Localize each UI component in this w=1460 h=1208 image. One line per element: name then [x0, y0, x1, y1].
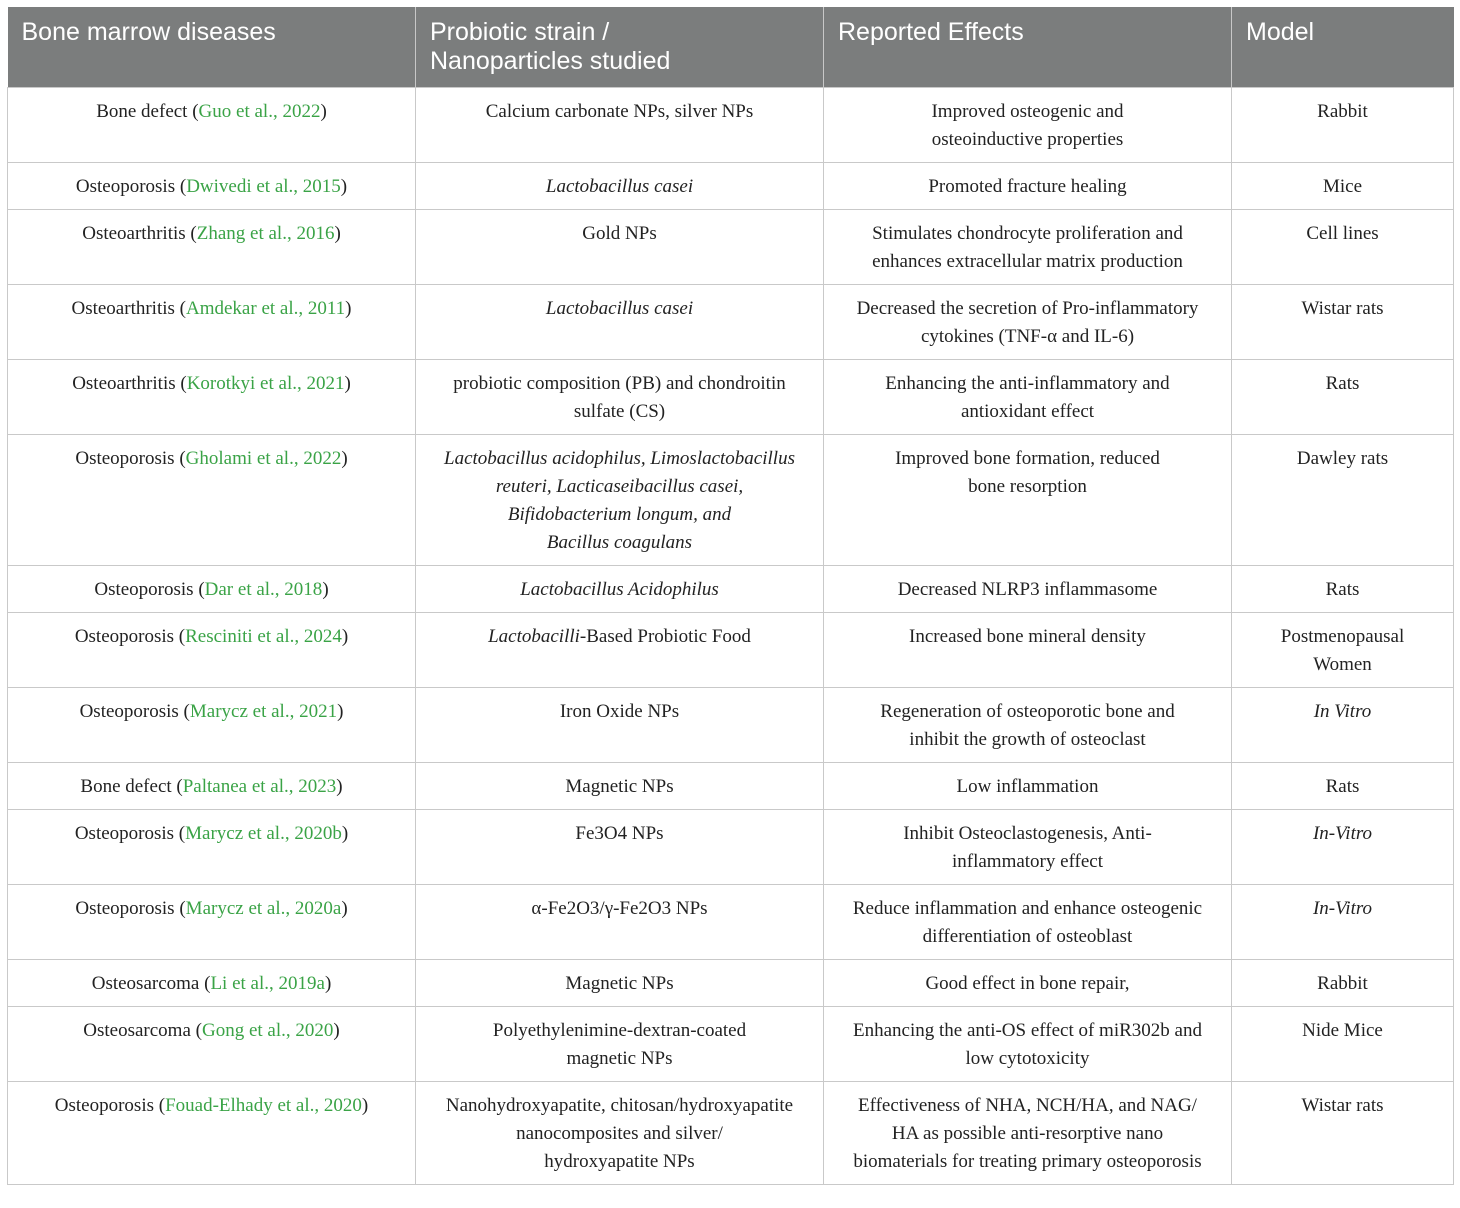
header-bone-marrow-diseases: Bone marrow diseases — [8, 7, 416, 88]
table-row — [8, 435, 1454, 566]
cell-disease: Osteosarcoma (Gong et al., 2020) — [8, 1007, 416, 1082]
header-probiotic-line1: Probiotic strain / — [430, 18, 610, 46]
cell-effect: Increased bone mineral density — [824, 613, 1232, 688]
cell-model: Rats — [1232, 566, 1454, 613]
cell-effect: Reduce inflammation and enhance osteogenic differentiation of osteoblast — [824, 885, 1232, 960]
cell-model: Mice — [1232, 163, 1454, 210]
table-row — [8, 566, 1454, 613]
reference-link[interactable]: Amdekar et al., 2011 — [186, 298, 346, 319]
bone-marrow-table — [7, 7, 1454, 1185]
cell-model: Wistar rats — [1232, 1082, 1454, 1185]
reference-link[interactable]: Resciniti et al., 2024 — [185, 626, 342, 647]
cell-disease: Bone defect (Guo et al., 2022) — [8, 88, 416, 163]
cell-disease: Bone defect (Paltanea et al., 2023) — [8, 763, 416, 810]
cell-effect: Stimulates chondrocyte proliferation and enhances extracellular matrix production — [824, 210, 1232, 285]
header-model: Model — [1232, 7, 1454, 88]
table-row — [8, 1082, 1454, 1185]
reference-link[interactable]: Fouad-Elhady et al., 2020 — [165, 1095, 362, 1116]
cell-model: Nide Mice — [1232, 1007, 1454, 1082]
reference-link[interactable]: Marycz et al., 2020a — [185, 898, 342, 919]
cell-effect: Enhancing the anti-inflammatory and antioxidant effect — [824, 360, 1232, 435]
cell-strain: probiotic composition (PB) and chondroitin sulfate (CS) — [416, 360, 824, 435]
cell-model: Dawley rats — [1232, 435, 1454, 566]
cell-effect: Improved osteogenic and osteoinductive properties — [824, 88, 1232, 163]
cell-effect: Decreased NLRP3 inflammasome — [824, 566, 1232, 613]
cell-strain: Magnetic NPs — [416, 763, 824, 810]
cell-strain: α-Fe2O3/γ-Fe2O3 NPs — [416, 885, 824, 960]
cell-strain: Lactobacilli-Based Probiotic Food — [416, 613, 824, 688]
cell-model: Rabbit — [1232, 88, 1454, 163]
table-row — [8, 88, 1454, 163]
cell-model: In-Vitro — [1232, 885, 1454, 960]
cell-disease: Osteosarcoma (Li et al., 2019a) — [8, 960, 416, 1007]
header-reported-effects: Reported Effects — [824, 7, 1232, 88]
cell-model: Rats — [1232, 360, 1454, 435]
table-row — [8, 285, 1454, 360]
cell-model: Cell lines — [1232, 210, 1454, 285]
cell-strain: Fe3O4 NPs — [416, 810, 824, 885]
cell-strain: Lactobacillus casei — [416, 163, 824, 210]
cell-disease: Osteoporosis (Marycz et al., 2020b) — [8, 810, 416, 885]
reference-link[interactable]: Zhang et al., 2016 — [196, 223, 335, 244]
cell-model: In Vitro — [1232, 688, 1454, 763]
cell-effect: Promoted fracture healing — [824, 163, 1232, 210]
cell-effect: Good effect in bone repair, — [824, 960, 1232, 1007]
cell-disease: Osteoarthritis (Amdekar et al., 2011) — [8, 285, 416, 360]
table-row — [8, 810, 1454, 885]
cell-effect: Low inflammation — [824, 763, 1232, 810]
cell-effect: Enhancing the anti-OS effect of miR302b and low cytotoxicity — [824, 1007, 1232, 1082]
cell-effect: Effectiveness of NHA, NCH/HA, and NAG/ HA as possible anti-resorptive nano biomaterials for treating primary osteoporosis — [824, 1082, 1232, 1185]
cell-strain: Gold NPs — [416, 210, 824, 285]
cell-disease: Osteoporosis (Gholami et al., 2022) — [8, 435, 416, 566]
reference-link[interactable]: Gong et al., 2020 — [201, 1020, 334, 1041]
cell-effect: Inhibit Osteoclastogenesis, Anti- inflammatory effect — [824, 810, 1232, 885]
cell-disease: Osteoporosis (Marycz et al., 2020a) — [8, 885, 416, 960]
cell-disease: Osteoporosis (Resciniti et al., 2024) — [8, 613, 416, 688]
table-row — [8, 688, 1454, 763]
table-row — [8, 763, 1454, 810]
cell-model: Rabbit — [1232, 960, 1454, 1007]
reference-link[interactable]: Gholami et al., 2022 — [185, 448, 342, 469]
reference-link[interactable]: Marycz et al., 2021 — [189, 701, 338, 722]
cell-disease: Osteoporosis (Marycz et al., 2021) — [8, 688, 416, 763]
cell-disease: Osteoarthritis (Korotkyi et al., 2021) — [8, 360, 416, 435]
reference-link[interactable]: Dar et al., 2018 — [204, 579, 323, 600]
table-row — [8, 210, 1454, 285]
cell-disease: Osteoporosis (Dwivedi et al., 2015) — [8, 163, 416, 210]
cell-strain: Calcium carbonate NPs, silver NPs — [416, 88, 824, 163]
cell-strain: Lactobacillus casei — [416, 285, 824, 360]
table-row — [8, 360, 1454, 435]
header-probiotic-strain — [416, 7, 824, 88]
cell-effect: Improved bone formation, reduced bone resorption — [824, 435, 1232, 566]
reference-link[interactable]: Dwivedi et al., 2015 — [186, 176, 341, 197]
cell-disease: Osteoporosis (Dar et al., 2018) — [8, 566, 416, 613]
reference-link[interactable]: Li et al., 2019a — [210, 973, 325, 994]
reference-link[interactable]: Korotkyi et al., 2021 — [186, 373, 345, 394]
table-row — [8, 1007, 1454, 1082]
table-row — [8, 960, 1454, 1007]
table-row — [8, 613, 1454, 688]
data-table-container — [7, 7, 1453, 1185]
reference-link[interactable]: Guo et al., 2022 — [198, 101, 321, 122]
reference-link[interactable]: Paltanea et al., 2023 — [182, 776, 337, 797]
table-row — [8, 163, 1454, 210]
cell-strain: Nanohydroxyapatite, chitosan/hydroxyapatite nanocomposites and silver/ hydroxyapatite NPs — [416, 1082, 824, 1185]
cell-disease: Osteoporosis (Fouad-Elhady et al., 2020) — [8, 1082, 416, 1185]
cell-model: In-Vitro — [1232, 810, 1454, 885]
reference-link[interactable]: Marycz et al., 2020b — [185, 823, 342, 844]
cell-model: Postmenopausal Women — [1232, 613, 1454, 688]
cell-strain: Iron Oxide NPs — [416, 688, 824, 763]
header-probiotic-line2: Nanoparticles studied — [430, 47, 671, 75]
cell-model: Wistar rats — [1232, 285, 1454, 360]
cell-effect: Decreased the secretion of Pro-inflammatory cytokines (TNF-α and IL-6) — [824, 285, 1232, 360]
cell-disease: Osteoarthritis (Zhang et al., 2016) — [8, 210, 416, 285]
cell-strain: Lactobacillus Acidophilus — [416, 566, 824, 613]
cell-model: Rats — [1232, 763, 1454, 810]
cell-strain: Magnetic NPs — [416, 960, 824, 1007]
header-row — [8, 7, 1454, 88]
table-row — [8, 885, 1454, 960]
cell-effect: Regeneration of osteoporotic bone and inhibit the growth of osteoclast — [824, 688, 1232, 763]
cell-strain: Polyethylenimine-dextran-coated magnetic NPs — [416, 1007, 824, 1082]
cell-strain: Lactobacillus acidophilus, Limoslactobacillus reuteri, Lacticaseibacillus casei, Bifidobacterium longum, and Bacillus coagulans — [416, 435, 824, 566]
